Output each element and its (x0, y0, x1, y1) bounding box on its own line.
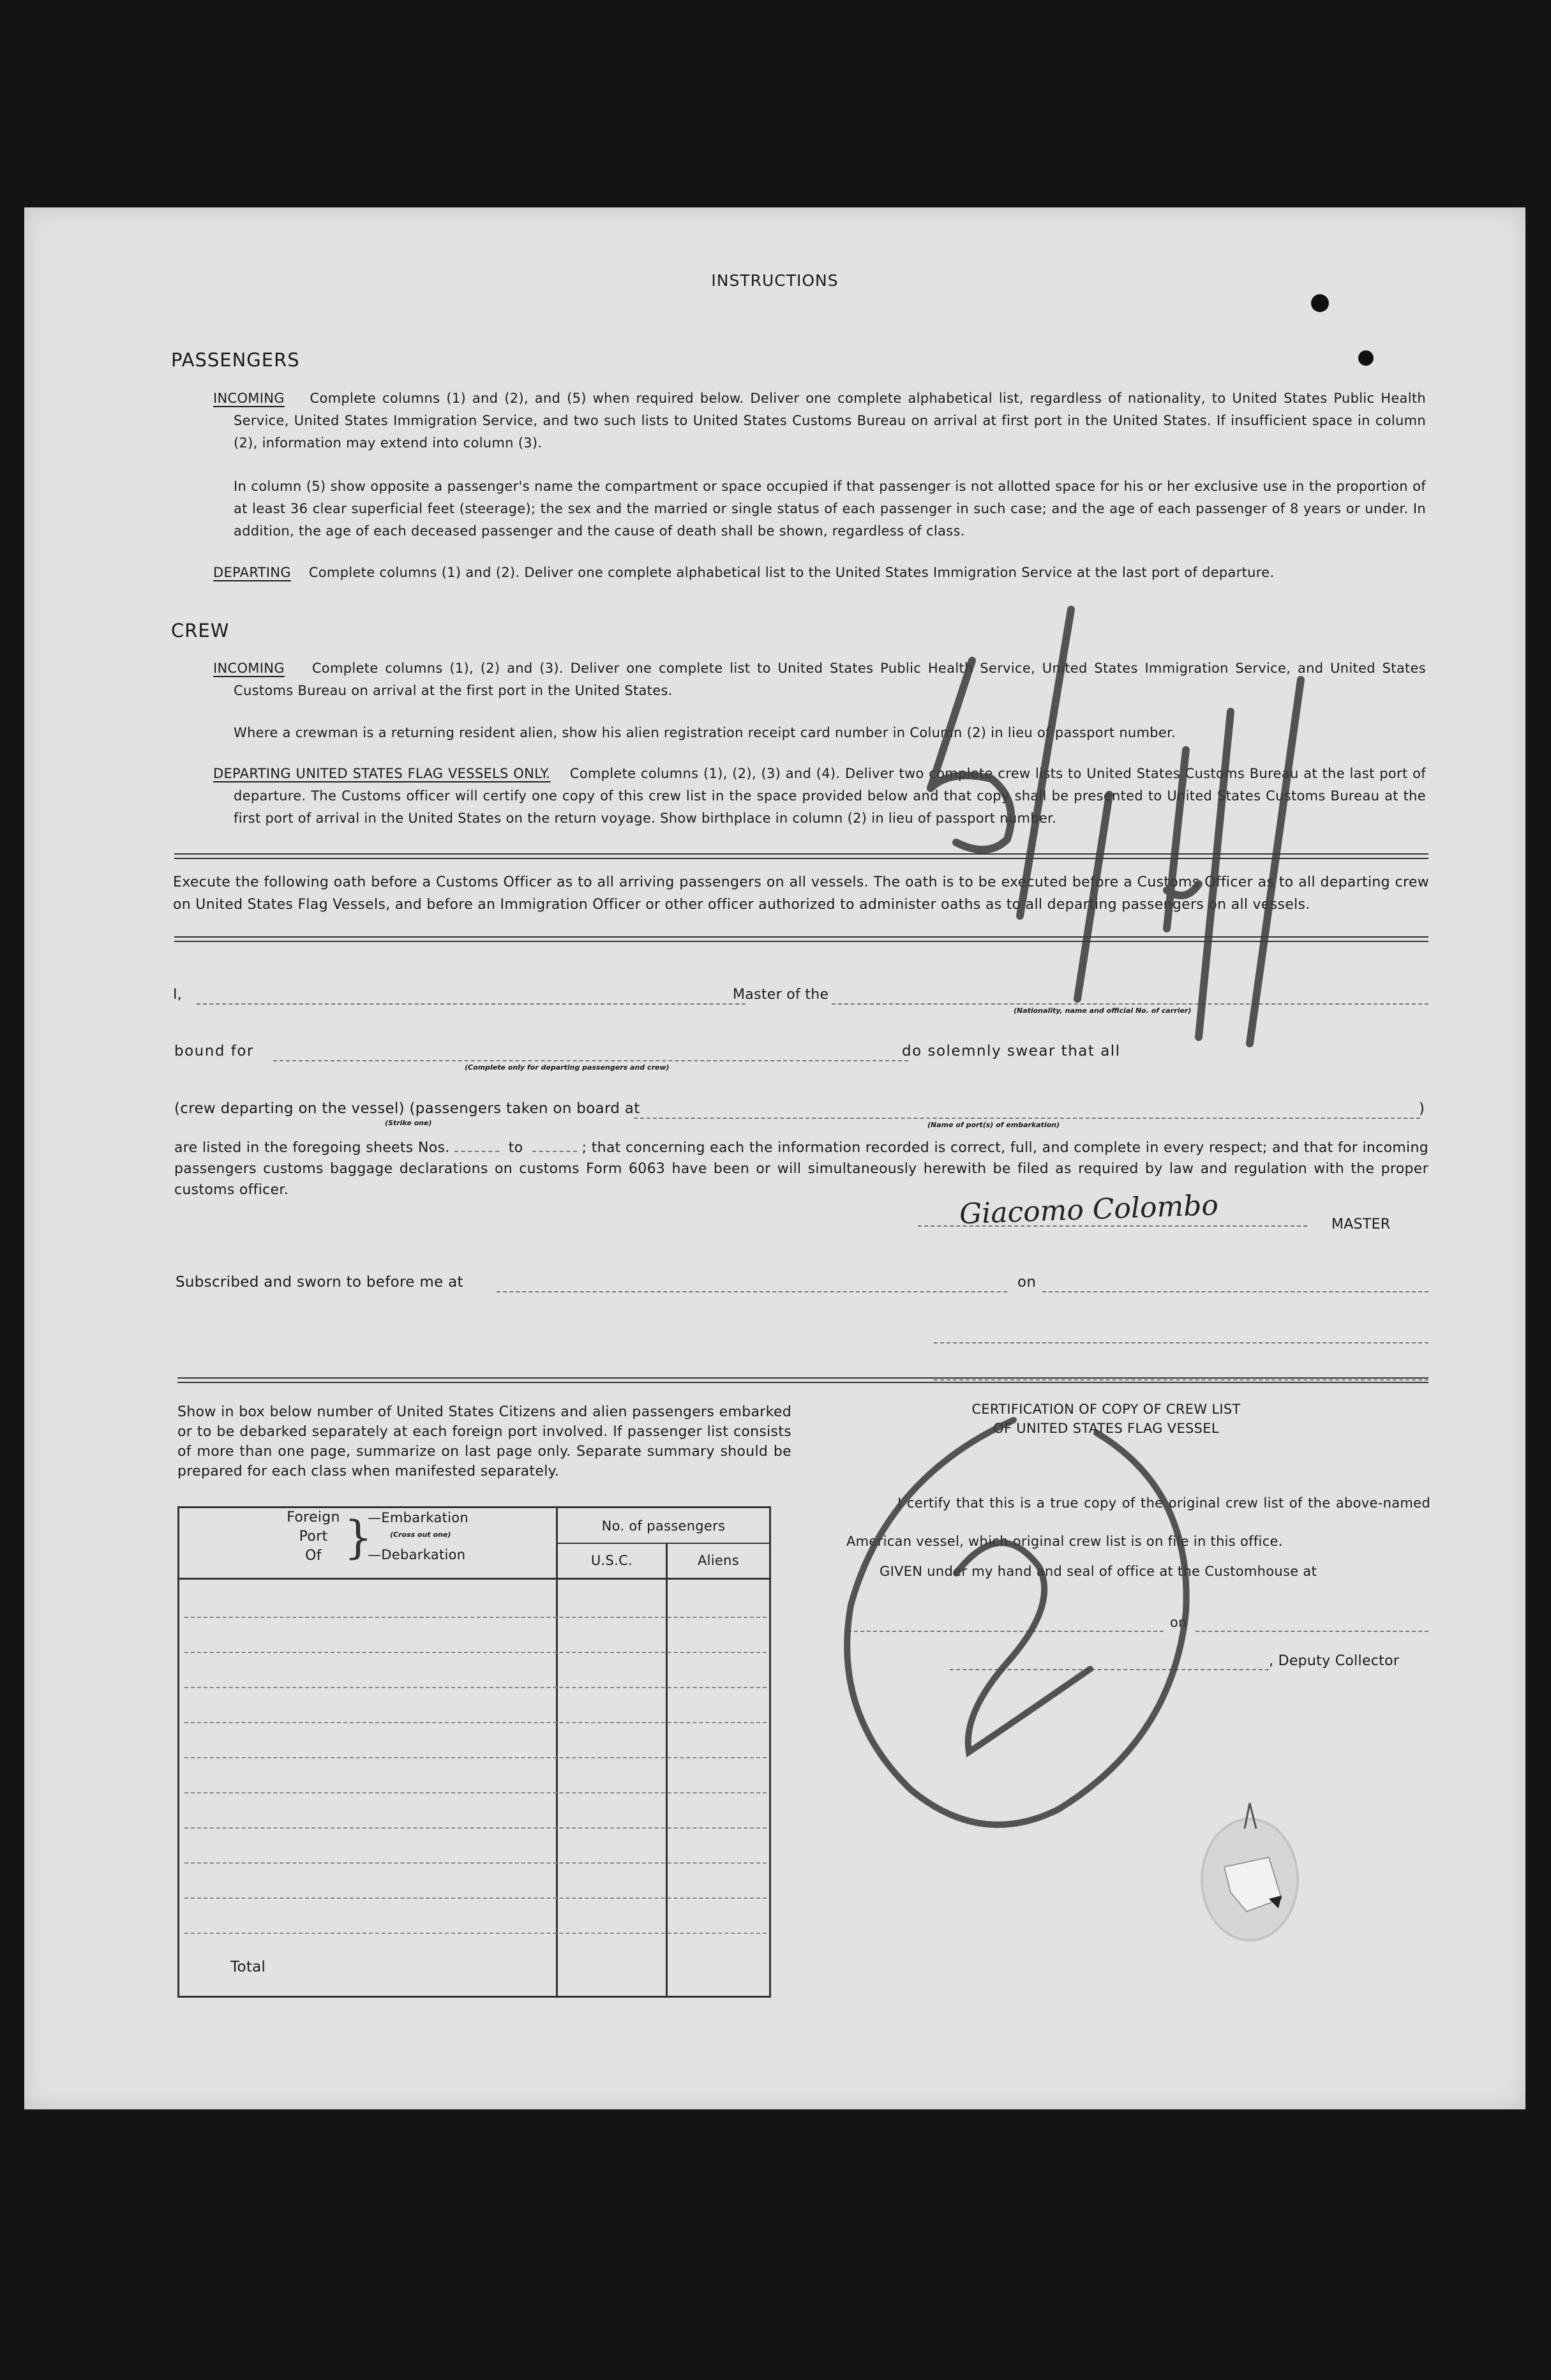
carrier-note: (Nationality, name and official No. of carrier) (1014, 1007, 1192, 1015)
master-signature: Giacomo Colombo (959, 1188, 1219, 1231)
oath-divider (174, 936, 1428, 942)
crew-incoming-text: Complete columns (1), (2) and (3). Deliver one complete list to United States Public Health Service, United States Immigration Service, and United States Customs Bureau on arrival at the first port in the United States. (234, 661, 1427, 698)
crew-heading: CREW (171, 620, 230, 641)
master-of-the-label: Master of the (733, 987, 829, 1003)
crew-incoming-paragraph (213, 657, 1426, 702)
deputy-collector-field[interactable] (950, 1669, 1269, 1670)
no-passengers-header: No. of passengers (558, 1508, 769, 1544)
foreign-port-of-label (285, 1508, 342, 1566)
certification-title (844, 1400, 1368, 1438)
given-under-text: GIVEN under my hand and seal of office at the Customhouse at (880, 1564, 1317, 1579)
page-title: INSTRUCTIONS (711, 271, 839, 290)
listed-sheets-paragraph (174, 1137, 1428, 1201)
carrier-field[interactable] (832, 1003, 1428, 1005)
sworn-date-field[interactable] (1042, 1291, 1428, 1292)
listed-text: are listed in the foregoing sheets Nos. (174, 1140, 450, 1156)
table-row[interactable] (184, 1757, 767, 1758)
port-label: Port (299, 1529, 328, 1545)
passenger-summary-table (177, 1506, 771, 1998)
crew-incoming-label: INCOMING (213, 661, 285, 676)
sheet-from-field[interactable] (454, 1151, 499, 1152)
sheet-to-field[interactable] (532, 1151, 577, 1152)
crew-resident-alien-paragraph: Where a crewman is a returning resident alien, show his alien registration receipt card number in Column (2) in lieu of passport number. (234, 725, 1176, 740)
passengers-heading: PASSENGERS (171, 349, 300, 371)
crew-departing-paragraph (213, 763, 1426, 830)
debarkation-label: —Debarkation (368, 1547, 466, 1562)
table-row[interactable] (184, 1792, 767, 1793)
table-row[interactable] (184, 1652, 767, 1653)
bound-for-note: (Complete only for departing passengers and crew) (465, 1063, 670, 1072)
table-row[interactable] (184, 1897, 767, 1899)
port-note: (Name of port(s) of embarkation) (927, 1121, 1060, 1129)
master-name-field[interactable] (197, 1003, 746, 1005)
passengers-departing-text: Complete columns (1) and (2). Deliver one complete alphabetical list to the United States Immigration Service at the last port of departure. (308, 565, 1275, 580)
officer-signature-field[interactable] (934, 1342, 1428, 1343)
passengers-column5-paragraph: In column (5) show opposite a passenger's name the compartment or space occupied if that passenger is not allotted space for his or her exclusive use in the proportion of at least 36 clear superficial feet (steerage); the sex and the married or single status of each passenger in such case; and the age of each passenger of 8 years or under. In addition, the age of each deceased passenger and the cause of death shall be shown, regardless of class. (234, 479, 1426, 539)
table-row[interactable] (184, 1722, 767, 1723)
customhouse-field[interactable] (848, 1631, 1164, 1632)
document-page (24, 207, 1525, 2109)
customs-seal-icon (1186, 1790, 1314, 1956)
passengers-incoming-text: Complete columns (1) and (2), and (5) when required below. Deliver one complete alphabetical list, regardless of nationality, to United States Public Health Service, United States Immigration Service, and two such lists to United States Customs Bureau on arrival at first port in the United States. If insufficient space in column (2), information may extend into column (3). (234, 391, 1427, 451)
passengers-departing-label: DEPARTING (213, 565, 291, 580)
sworn-place-field[interactable] (497, 1291, 1007, 1292)
solemnly-swear-text: do solemnly swear that all (902, 1043, 1121, 1059)
deputy-collector-label: , Deputy Collector (1269, 1653, 1400, 1669)
ink-dot-icon (1288, 284, 1377, 373)
table-row[interactable] (184, 1862, 767, 1864)
oath-instruction: Execute the following oath before a Customs Officer as to all arriving passengers on all vessels. The oath is to be executed before a Customs Officer as to all departing crew on United States Flag Vessels, and before an Immigration Officer or other officer authorized to administer oaths as to all departing passengers on all vessels. (173, 874, 1429, 913)
crew-departing-text: Complete columns (1), (2), (3) and (4). Deliver two complete crew lists to United States Customs Bureau at the last port of departure. The Customs officer will certify one copy of this crew list in the space provided below and that copy shall be presented to United States Customs Bureau at the first port of arrival in the United States on the return voyage. Show birthplace in column (2) in lieu of passport number. (234, 766, 1426, 826)
usc-header: U.S.C. (558, 1544, 668, 1580)
certification-text: I certify that this is a true copy of the original crew list of the above-named American vessel, which original crew list is on file in this office. (846, 1495, 1430, 1549)
crew-departing-choice: (crew departing on the vessel) (passengers taken on board at (174, 1100, 640, 1117)
certification-title-line1: CERTIFICATION OF COPY OF CREW LIST (971, 1402, 1241, 1417)
passengers-incoming-paragraph (213, 387, 1426, 454)
of-label: Of (305, 1548, 322, 1564)
bound-for-label: bound for (174, 1043, 254, 1059)
subscribed-label: Subscribed and sworn to before me at (176, 1274, 463, 1291)
cross-out-note: (Cross out one) (390, 1531, 451, 1539)
oath-i-label: I, (173, 987, 183, 1003)
port-header-cell (179, 1508, 558, 1580)
aliens-header: Aliens (668, 1544, 769, 1580)
passengers-incoming-label: INCOMING (213, 391, 285, 406)
lower-divider (177, 1377, 1428, 1383)
strike-one-note: (Strike one) (385, 1119, 432, 1127)
listed-rest: ; that concerning each the information recorded is correct, full, and complete in every respect; and that for incoming passengers customs baggage declarations on customs Form 6063 have been or will simultaneously herewith be filed as required by law and regulation with the proper customs officer. (174, 1140, 1428, 1198)
table-row[interactable] (184, 1933, 767, 1934)
crew-departing-label: DEPARTING UNITED STATES FLAG VESSELS ONLY. (213, 766, 551, 781)
table-row[interactable] (184, 1687, 767, 1688)
sworn-on-label: on (1017, 1274, 1037, 1291)
table-row[interactable] (184, 1827, 767, 1829)
total-label: Total (230, 1959, 266, 1975)
circled-number-text: 2 (1390, 1959, 1397, 1972)
section-divider (174, 853, 1428, 859)
embarkation-label: —Embarkation (368, 1510, 469, 1525)
handwritten-number-text: 5/11 (1428, 1149, 1451, 1161)
foreign-label: Foreign (287, 1509, 340, 1525)
to-label: to (508, 1140, 523, 1156)
bound-for-field[interactable] (273, 1060, 908, 1061)
embarkation-port-field[interactable] (634, 1118, 1420, 1119)
master-label: MASTER (1331, 1216, 1391, 1232)
certification-on-label: on (1170, 1615, 1187, 1630)
close-paren: ) (1419, 1100, 1425, 1117)
certification-date-field[interactable] (1195, 1631, 1428, 1632)
summary-instruction: Show in box below number of United States Citizens and alien passengers embarked or to be debarked separately at each foreign port involved. If passenger list consists of more than one page, summarize on last page only. Separate summary should be prepared for each class when manifested separately. (177, 1404, 791, 1479)
passengers-departing-paragraph (213, 562, 1426, 584)
table-row[interactable] (184, 1617, 767, 1618)
certification-title-line2: OF UNITED STATES FLAG VESSEL (993, 1421, 1219, 1436)
brace-glyph: } (344, 1511, 373, 1564)
